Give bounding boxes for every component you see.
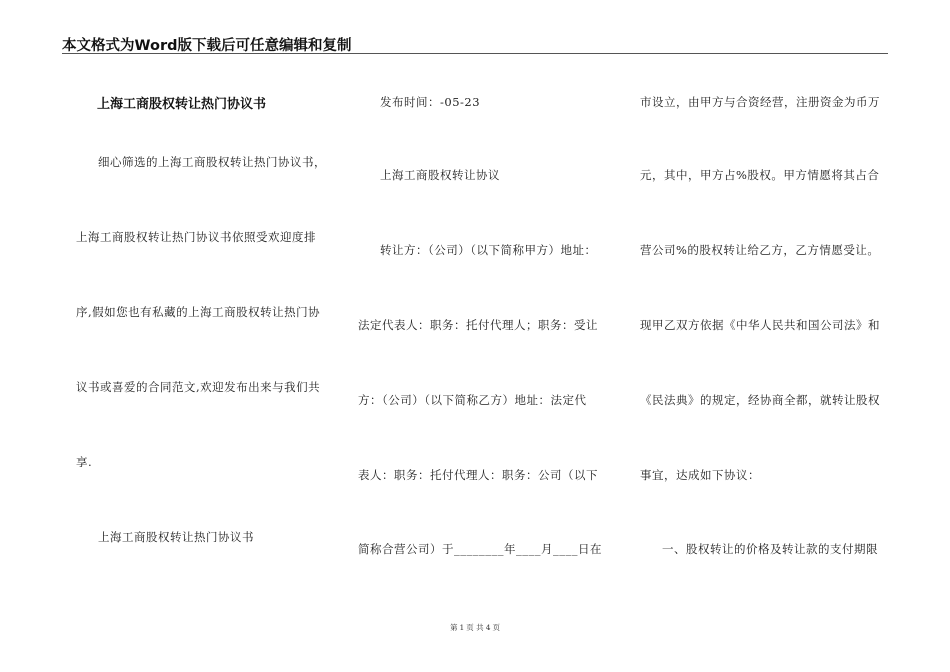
total-pages-number: 4 — [485, 623, 491, 632]
paragraph-line: 上海工商股权转让热门协议书 — [98, 530, 254, 544]
paragraph-line: 简称合营公司）于________年____月____日在 — [358, 542, 602, 556]
section-heading: 一、股权转让的价格及转让款的支付期限 — [662, 542, 878, 556]
paragraph-line: 上海工商股权转让热门协议书依照受欢迎度排 — [76, 230, 316, 244]
paragraph-line: 序,假如您也有私藏的上海工商股权转让热门协 — [76, 305, 321, 319]
current-page-number: 1 — [459, 623, 465, 632]
paragraph-line: 事宜，达成如下协议： — [640, 468, 760, 482]
paragraph-line: 转让方：（公司）（以下简称甲方）地址： — [380, 243, 597, 257]
paragraph-line: 元，其中，甲方占%股权。甲方情愿将其占合 — [640, 168, 880, 182]
paragraph-line: 细心筛选的上海工商股权转让热门协议书， — [98, 155, 326, 169]
paragraph-line: 享. — [76, 455, 93, 469]
page-label-prefix: 第 — [450, 623, 458, 632]
page-label-suffix: 页 — [492, 623, 500, 632]
paragraph-line: 方：（公司）（以下简称乙方）地址：法定代 — [358, 393, 587, 407]
page-indicator — [0, 622, 950, 633]
publish-date: 发布时间：-05-23 — [380, 95, 481, 109]
paragraph-line: 法定代表人：职务：托付代理人；职务：受让 — [358, 318, 598, 332]
document-banner: 本文格式为Word版下载后可任意编辑和复制 — [62, 38, 352, 54]
paragraph-line: 《民法典》的规定，经协商全都，就转让股权 — [640, 393, 880, 407]
header-divider — [62, 53, 888, 54]
paragraph-line: 市设立，由甲方与合资经营，注册资金为币万 — [640, 95, 880, 109]
page-label-mid: 页 共 — [466, 623, 484, 632]
paragraph-line: 议书或喜爱的合同范文,欢迎发布出来与我们共 — [76, 380, 321, 394]
document-title: 上海工商股权转让热门协议书 — [97, 97, 267, 112]
paragraph-line: 上海工商股权转让协议 — [380, 168, 500, 182]
paragraph-line: 营公司%的股权转让给乙方，乙方情愿受让。 — [640, 243, 880, 257]
paragraph-line: 现甲乙双方依据《中华人民共和国公司法》和 — [640, 318, 880, 332]
paragraph-line: 表人：职务：托付代理人：职务：公司（以下 — [358, 468, 598, 482]
